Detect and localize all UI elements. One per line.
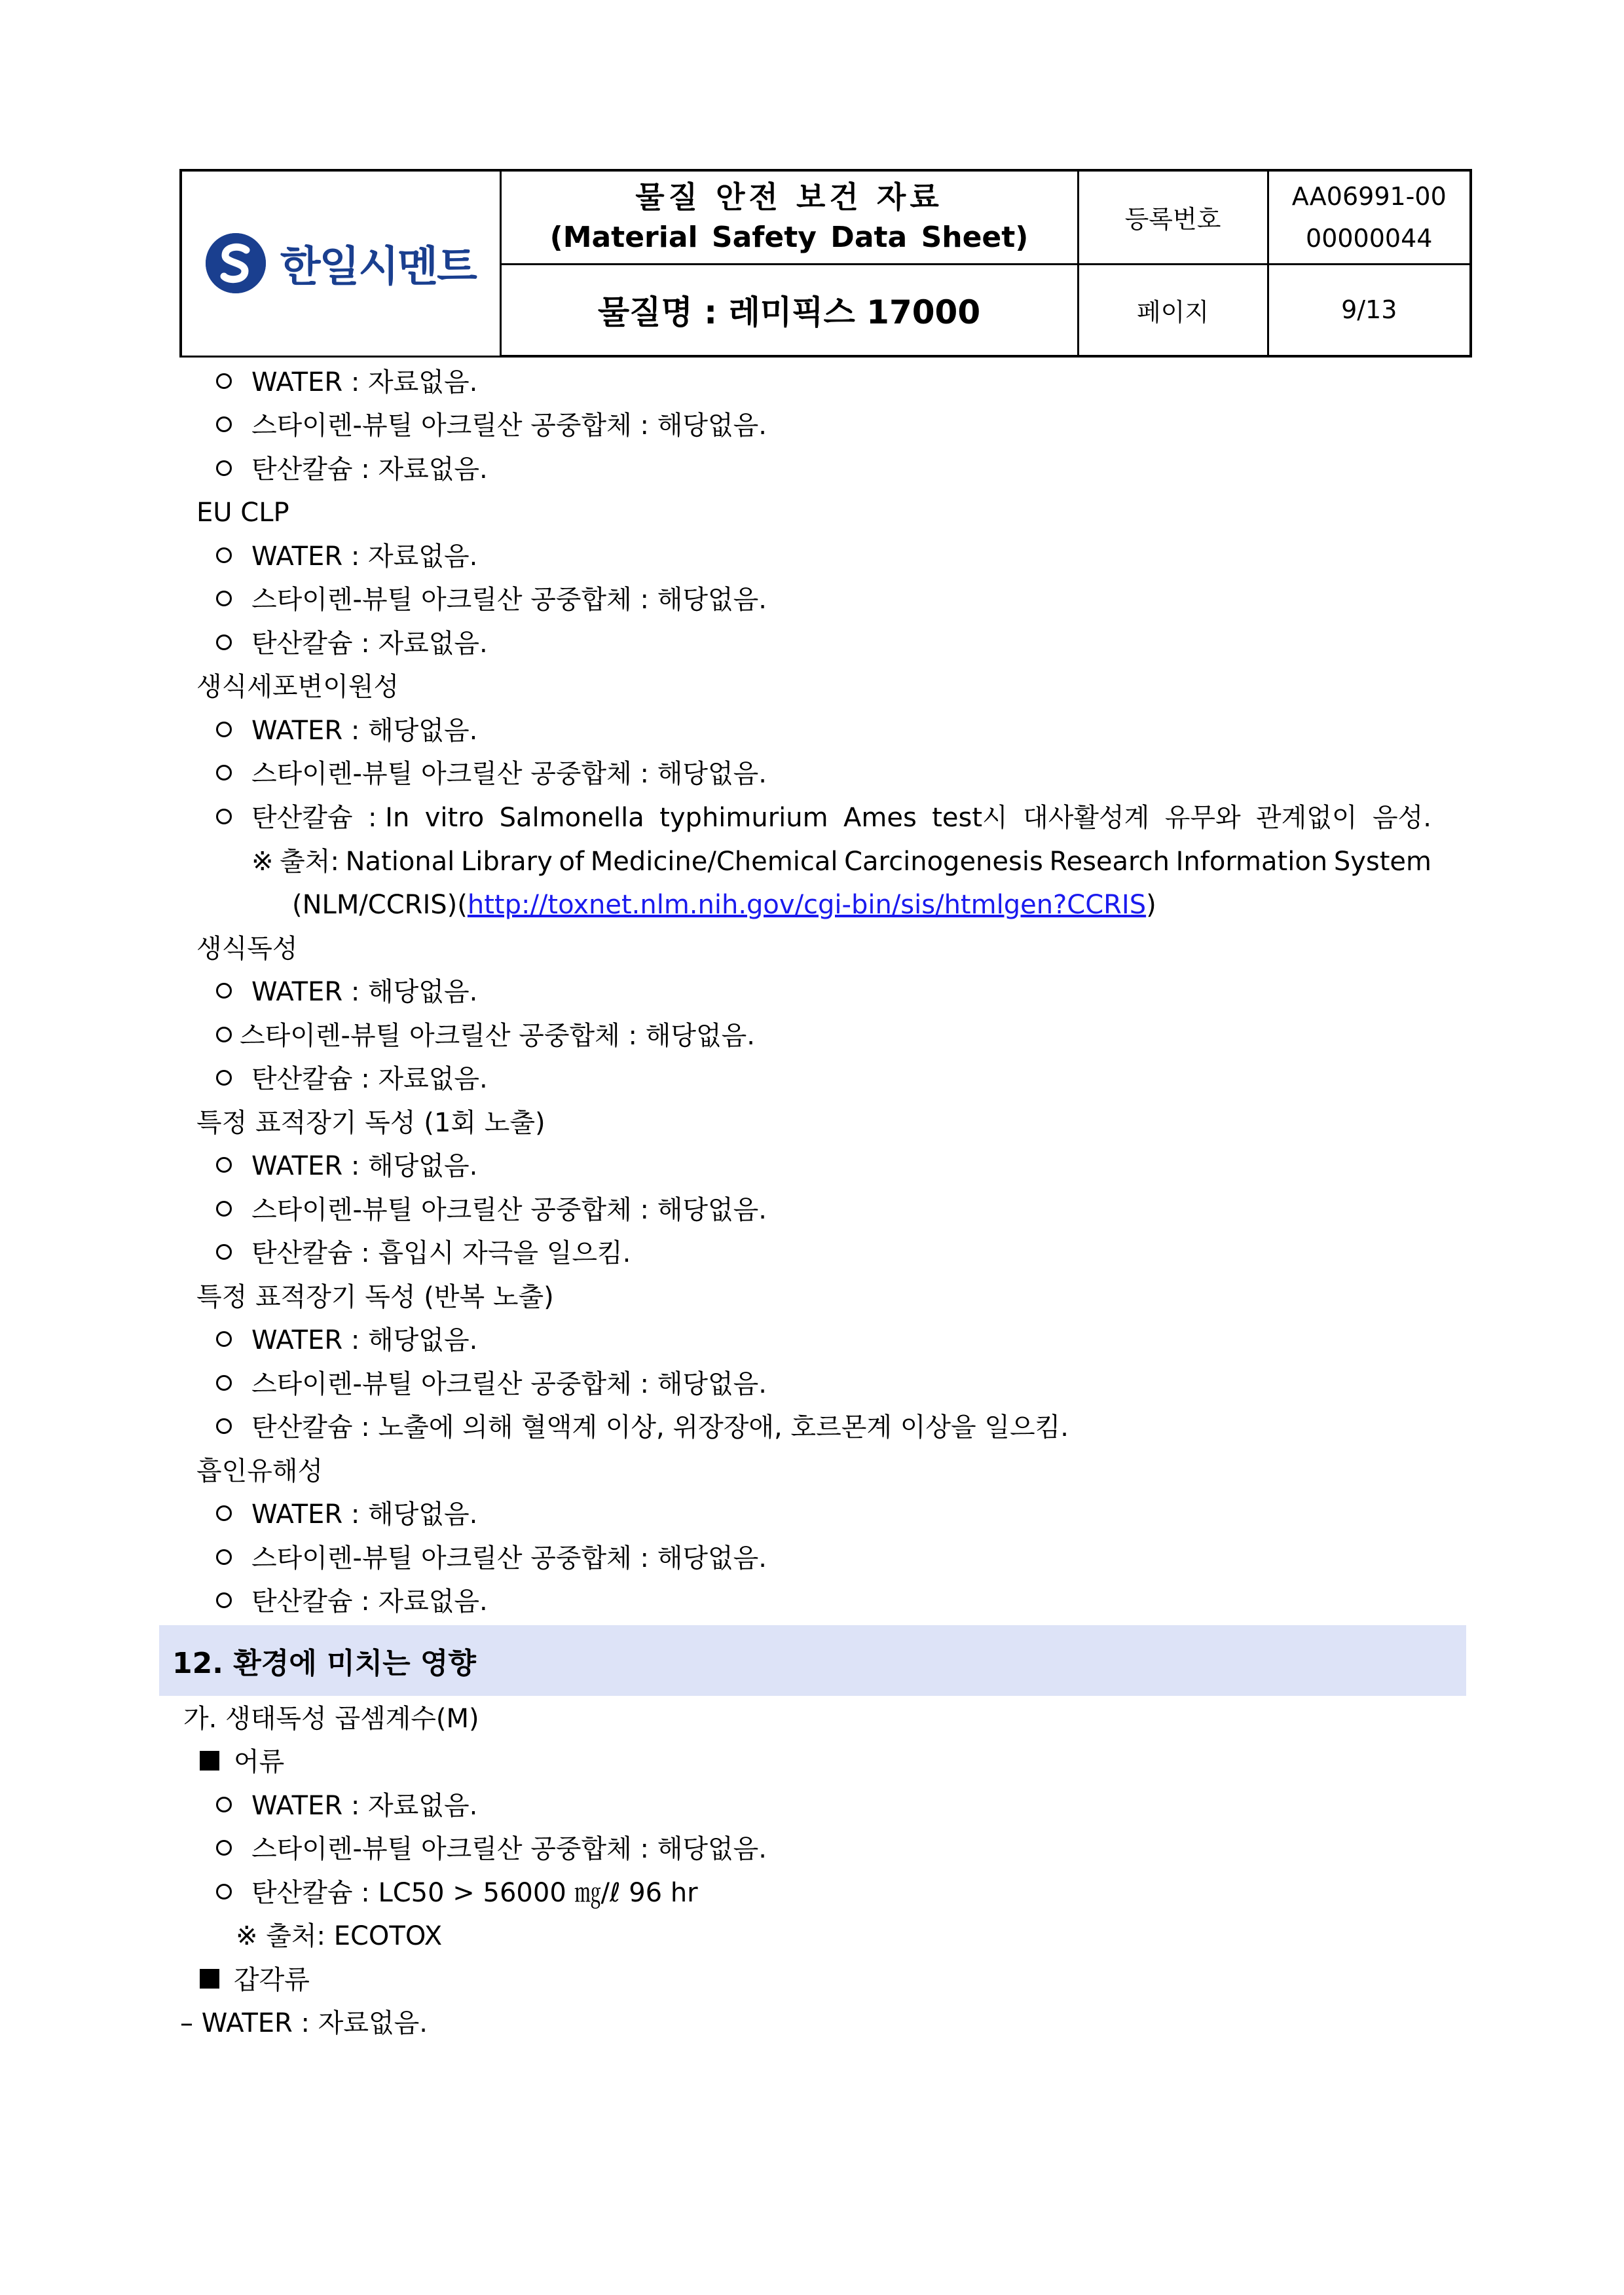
- subheading-eu-clp: EU CLP: [196, 498, 289, 528]
- bullet-icon: [216, 1505, 232, 1521]
- list-item: 스타이렌-뷰틸 아크릴산 공중합체 : 해당없음.: [216, 1833, 767, 1865]
- category-heading-fish: 어류: [200, 1746, 284, 1778]
- subheading-reproductive-toxicity: 생식독성: [196, 934, 298, 964]
- bullet-icon: [216, 1549, 232, 1565]
- section-12-title: 12. 환경에 미치는 영향: [172, 1647, 476, 1680]
- source-link-line: (NLM/CCRIS)(http://toxnet.nlm.nih.gov/cgi-bin/sis/htmlgen?CCRIS): [292, 890, 1156, 920]
- list-item: 스타이렌-뷰틸 아크릴산 공중합체 : 해당없음.: [216, 1368, 767, 1401]
- list-item: 스타이렌-뷰틸 아크릴산 공중합체 : 해당없음.: [216, 1542, 767, 1575]
- subheading-germ-cell-mutagenicity: 생식세포변이원성: [196, 672, 399, 702]
- list-item: WATER : 해당없음.: [216, 714, 477, 747]
- bullet-icon: [216, 1027, 232, 1042]
- page-label: 페이지: [1136, 297, 1209, 327]
- bullet-icon: [216, 983, 232, 999]
- bullet-icon: [216, 1201, 232, 1217]
- list-item: WATER : 자료없음.: [216, 366, 477, 399]
- subheading-aspiration-hazard: 흡인유해성: [196, 1456, 323, 1486]
- list-item: WATER : 해당없음.: [216, 1324, 477, 1357]
- bullet-icon: [216, 416, 232, 432]
- bullet-icon: [216, 1157, 232, 1173]
- registration-number-line2: 00000044: [1306, 223, 1433, 253]
- product-name: 물질명 : 레미픽스 17000: [597, 293, 981, 332]
- bullet-icon: [216, 765, 232, 780]
- doc-title-english: (Material Safety Data Sheet): [549, 220, 1029, 254]
- ccris-link[interactable]: http://toxnet.nlm.nih.gov/cgi-bin/sis/htmlgen?CCRIS: [467, 890, 1147, 920]
- list-item-justified: 탄산칼슘 : In vitro Salmonella typhimurium Ames test시 대사활성계 유무와 관계없이 음성.: [216, 801, 1431, 834]
- source-note: ※ 출처: ECOTOX: [236, 1921, 443, 1951]
- list-item: 스타이렌-뷰틸 아크릴산 공중합체 : 해당없음.: [216, 758, 767, 790]
- list-item: 탄산칼슘 : 흡입시 자극을 일으킴.: [216, 1237, 631, 1270]
- list-item: 탄산칼슘 : 자료없음.: [216, 1585, 488, 1618]
- subheading-stot-single: 특정 표적장기 독성 (1회 노출): [196, 1108, 545, 1138]
- bullet-icon: [216, 460, 232, 476]
- bullet-icon: [216, 1375, 232, 1391]
- bullet-icon: [216, 373, 232, 389]
- bullet-icon: [216, 1244, 232, 1260]
- section-12-header: [159, 1625, 1466, 1696]
- page-number: 9/13: [1341, 295, 1397, 325]
- list-item: 탄산칼슘 : 자료없음.: [216, 627, 488, 660]
- list-item: 스타이렌-뷰틸 아크릴산 공중합체 : 해당없음.: [216, 583, 767, 616]
- list-item: WATER : 해당없음.: [216, 1498, 477, 1531]
- bullet-icon: [216, 591, 232, 606]
- list-item: 탄산칼슘 : 자료없음.: [216, 1063, 488, 1095]
- category-heading-crustaceans: 갑각류: [200, 1964, 310, 1996]
- subheading-ecotoxicity: 가. 생태독성 곱셈계수(M): [183, 1704, 479, 1734]
- list-item: 탄산칼슘 : 자료없음.: [216, 453, 488, 486]
- source-note-justified: ※ 출처: National Library of Medicine/Chemical Carcinogenesis Research Information System: [251, 847, 1431, 877]
- list-item: WATER : 자료없음.: [216, 1790, 477, 1822]
- list-item: 스타이렌-뷰틸 아크릴산 공중합체 : 해당없음.: [216, 1194, 767, 1226]
- bullet-icon: [216, 722, 232, 737]
- bullet-icon: [216, 1592, 232, 1608]
- bullet-icon: [216, 547, 232, 563]
- registration-number-line1: AA06991-00: [1291, 181, 1447, 211]
- list-item: 스타이렌-뷰틸 아크릴산 공중합체 : 해당없음.: [216, 1019, 755, 1052]
- company-name: 한일시멘트: [280, 243, 476, 292]
- registration-label: 등록번호: [1124, 205, 1221, 234]
- bullet-icon: [216, 1331, 232, 1347]
- bullet-icon: [216, 809, 232, 824]
- list-item: WATER : 해당없음.: [216, 976, 477, 1008]
- list-item: WATER : 자료없음.: [216, 540, 477, 573]
- list-item: 스타이렌-뷰틸 아크릴산 공중합체 : 해당없음.: [216, 409, 767, 442]
- bullet-icon: [216, 1070, 232, 1086]
- list-item: 탄산칼슘 : 노출에 의해 혈액계 이상, 위장장애, 호르몬계 이상을 일으킴.: [216, 1411, 1069, 1444]
- doc-title-korean: 물질 안전 보건 자료: [635, 179, 943, 215]
- list-item: – WATER : 자료없음.: [180, 2008, 428, 2038]
- list-item: 탄산칼슘 : LC50 > 56000 ㎎/ℓ 96 hr: [216, 1877, 698, 1909]
- list-item: WATER : 해당없음.: [216, 1150, 477, 1183]
- bullet-icon: [216, 634, 232, 650]
- subheading-stot-repeated: 특정 표적장기 독성 (반복 노출): [196, 1282, 554, 1312]
- bullet-icon: [216, 1418, 232, 1434]
